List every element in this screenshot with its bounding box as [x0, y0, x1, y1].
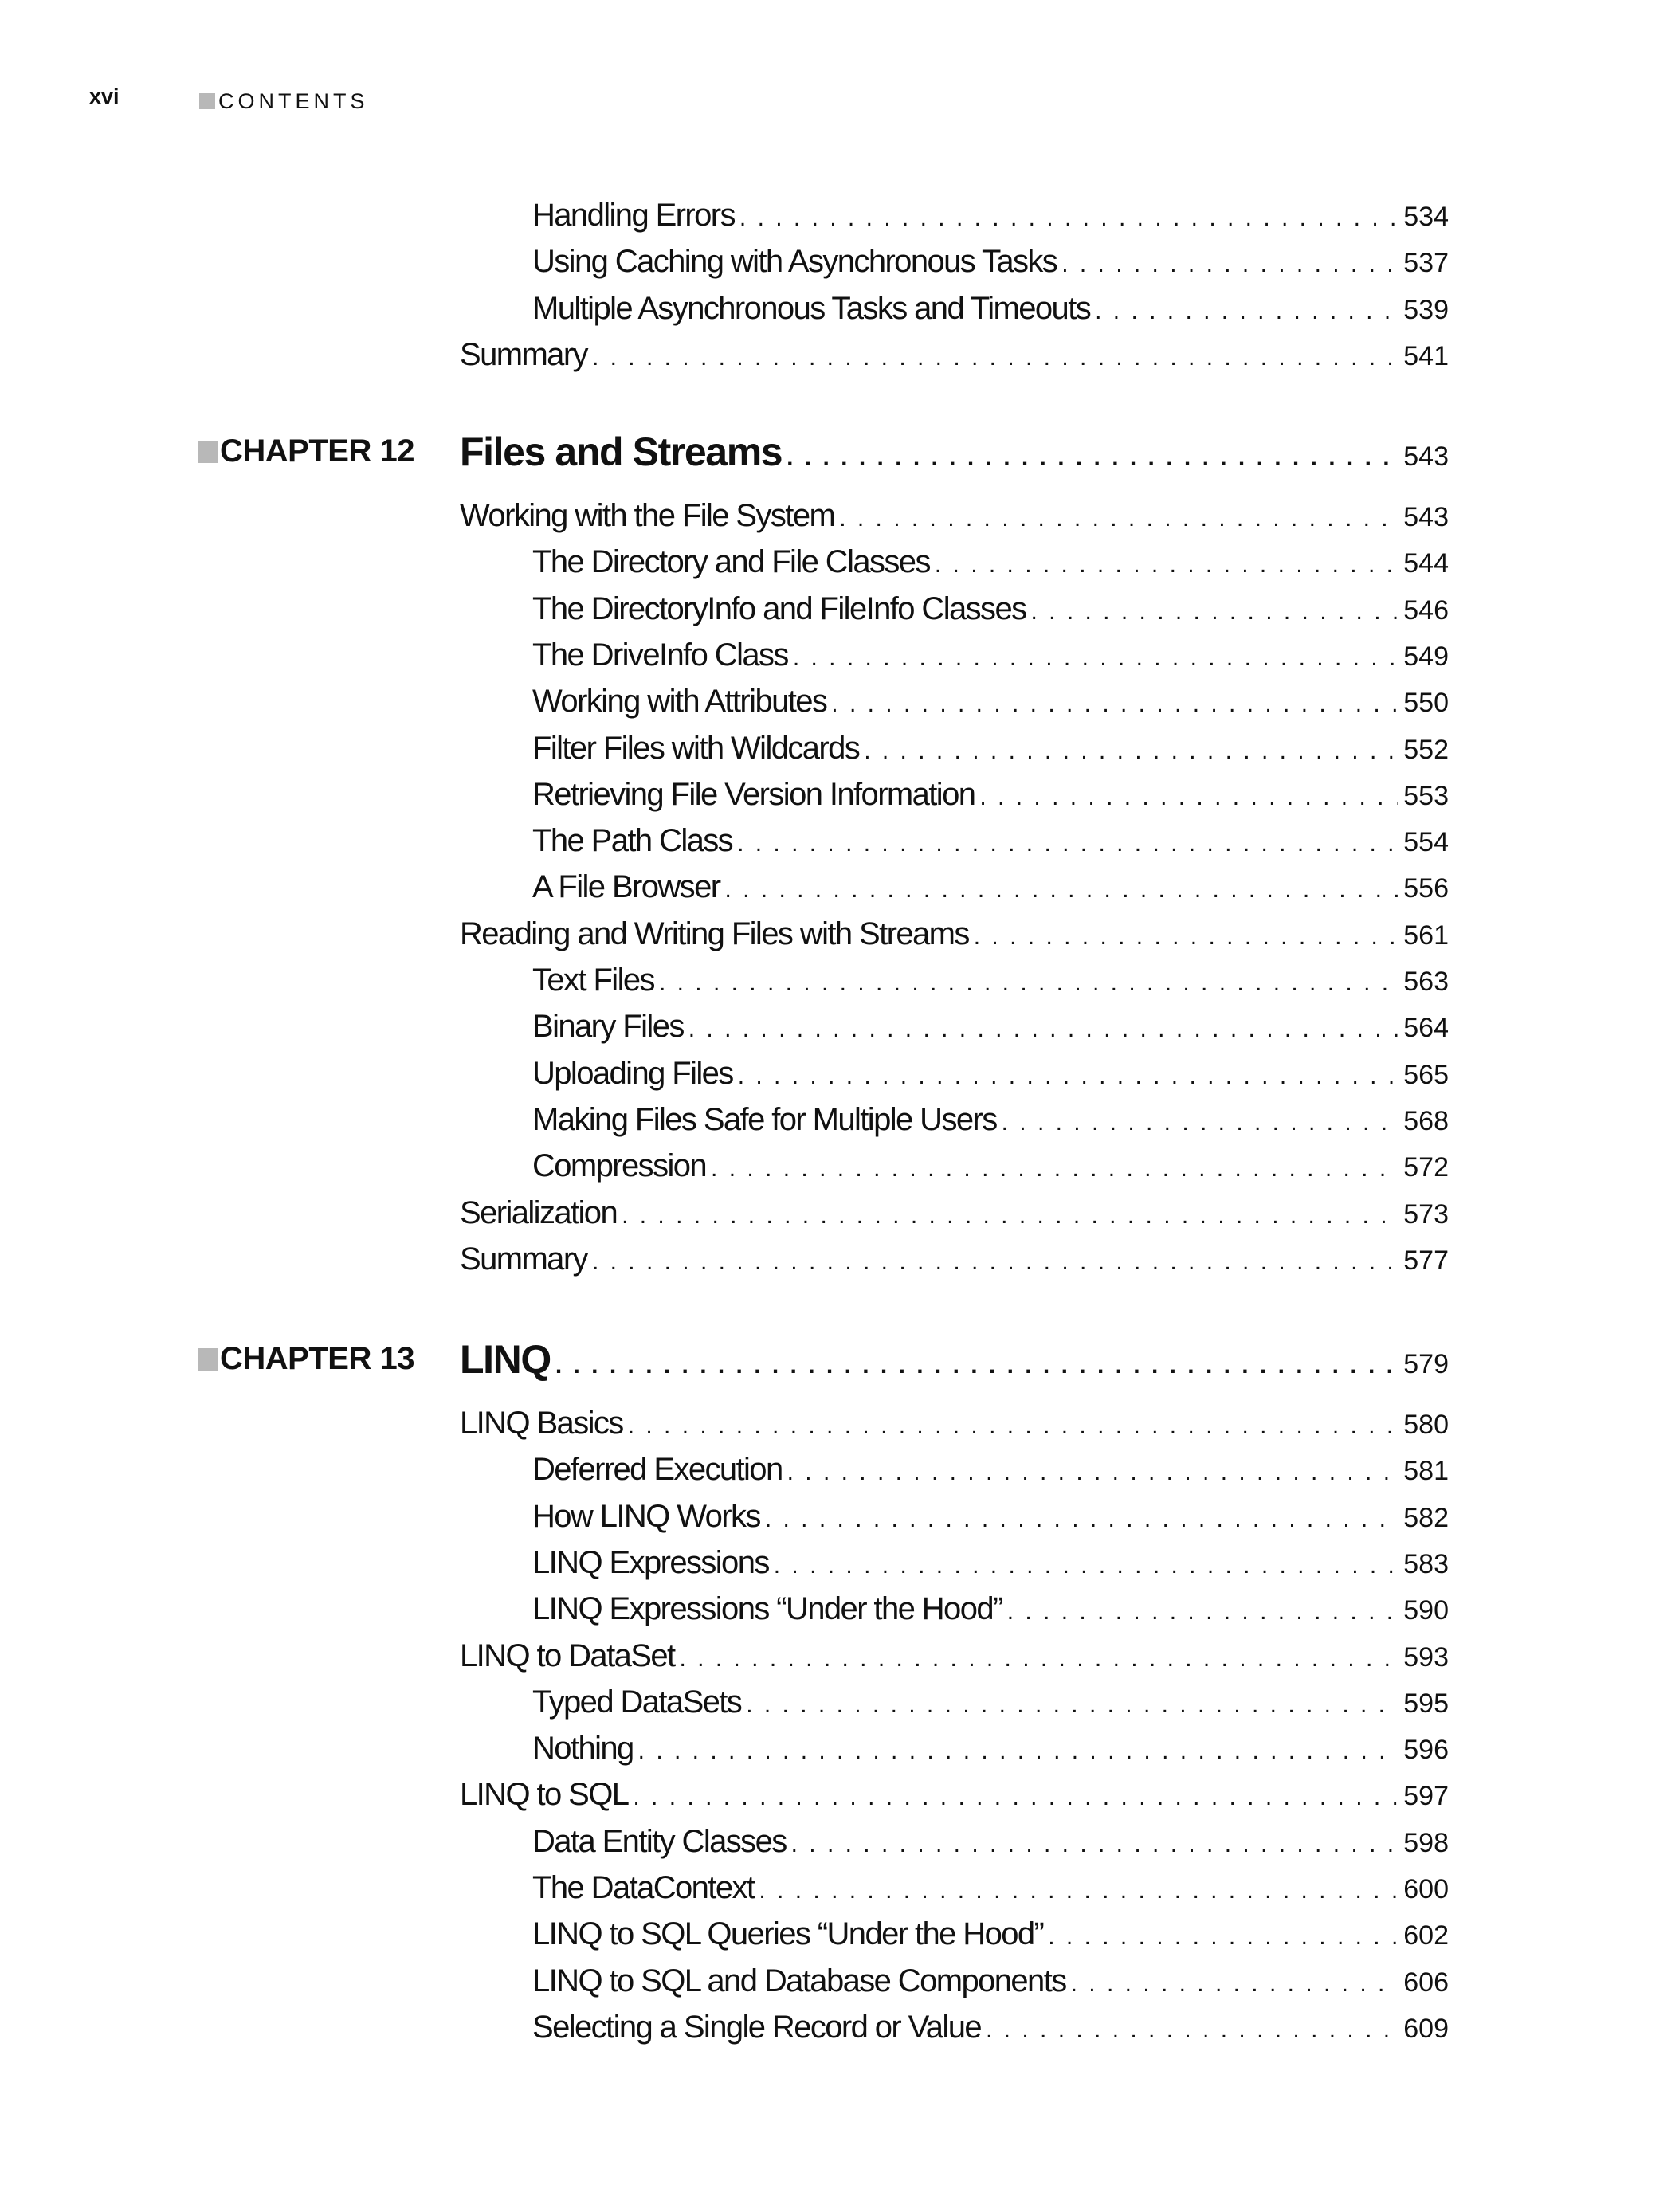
dot-leader	[986, 2017, 1398, 2044]
dot-leader	[679, 1645, 1398, 1673]
toc-entry-title: Compression	[532, 1148, 707, 1184]
toc-page-number: 595	[1403, 1688, 1449, 1719]
toc-page-number: 543	[1403, 441, 1449, 472]
toc-page-number: 534	[1403, 202, 1449, 232]
toc-entry	[532, 777, 1449, 813]
toc-entry-title: Uploading Files	[532, 1055, 733, 1091]
toc-page-number: 537	[1403, 248, 1449, 279]
toc-entry	[532, 1009, 1449, 1045]
toc-entry	[532, 1452, 1449, 1488]
toc-entry-title: LINQ to SQL	[460, 1777, 629, 1813]
dot-leader	[592, 344, 1398, 371]
toc-page-number: 565	[1403, 1059, 1449, 1090]
toc-entry	[532, 1591, 1449, 1627]
toc-entry-title: LINQ Basics	[460, 1406, 623, 1441]
toc-entry	[460, 916, 1449, 952]
chapter-title: Files and Streams	[460, 429, 783, 474]
toc-entry-title: Filter Files with Wildcards	[532, 730, 860, 766]
chapter-title: LINQ	[460, 1337, 551, 1382]
toc-entry-title: The Path Class	[532, 823, 733, 859]
toc-page-number: 581	[1403, 1456, 1449, 1487]
toc-page-number: 561	[1403, 920, 1449, 951]
dot-leader	[711, 1155, 1398, 1182]
toc-entry-title: A File Browser	[532, 869, 720, 905]
toc-entry	[532, 731, 1449, 767]
toc-page-number: 563	[1403, 967, 1449, 997]
toc-page-number: 602	[1403, 1920, 1449, 1951]
toc-entry-title: Binary Files	[532, 1009, 684, 1045]
dot-leader	[979, 784, 1398, 811]
running-head	[199, 89, 369, 114]
dot-leader	[864, 738, 1398, 765]
toc-page-number: 583	[1403, 1548, 1449, 1579]
dot-leader	[793, 645, 1398, 672]
toc-entry-title: Deferred Execution	[532, 1452, 783, 1488]
dot-leader	[1095, 298, 1398, 325]
dot-leader	[839, 505, 1398, 532]
toc-page-number: 593	[1403, 1641, 1449, 1673]
toc-entry-title: Working with the File System	[460, 498, 835, 533]
dot-leader	[633, 1784, 1398, 1811]
toc-entry-title: Summary	[460, 336, 587, 372]
chapter-label-text: CHAPTER 13	[220, 1341, 414, 1376]
toc-page-number: 554	[1403, 827, 1449, 858]
dot-leader	[739, 205, 1398, 232]
square-bullet-icon	[198, 441, 218, 463]
dot-leader	[791, 1831, 1399, 1858]
toc-entry-title: The DriveInfo Class	[532, 637, 788, 673]
toc-entry-title: The DataContext	[532, 1870, 755, 1905]
toc-entry-title: The DirectoryInfo and FileInfo Classes	[532, 590, 1026, 626]
toc-entry-title: How LINQ Works	[532, 1498, 760, 1534]
dot-leader	[765, 1506, 1398, 1533]
toc-entry-title: Multiple Asynchronous Tasks and Timeouts	[532, 290, 1091, 326]
toc-page-number: 606	[1403, 1967, 1449, 1998]
toc-entry	[532, 823, 1449, 859]
toc-page-number: 579	[1403, 1349, 1449, 1379]
dot-leader	[787, 445, 1398, 472]
toc-entry-title: Working with Attributes	[532, 684, 827, 720]
toc-entry	[532, 591, 1449, 627]
toc-page-number: 552	[1403, 734, 1449, 765]
chapter-label	[198, 1341, 414, 1377]
dot-leader	[935, 551, 1398, 578]
dot-leader	[974, 924, 1399, 951]
toc-entry	[532, 2010, 1449, 2045]
toc-page-number: 544	[1403, 548, 1449, 579]
toc-entry-title: Data Entity Classes	[532, 1823, 787, 1859]
toc-page-number: 549	[1403, 641, 1449, 672]
toc-entry	[460, 1638, 1449, 1674]
toc-entry-title: LINQ Expressions “Under the Hood”	[532, 1591, 1002, 1627]
toc-entry	[532, 1499, 1449, 1535]
toc-page-number: 550	[1403, 688, 1449, 719]
square-bullet-icon	[198, 1348, 218, 1371]
dot-leader	[1002, 1109, 1399, 1136]
toc-entry	[532, 1916, 1449, 1952]
dot-leader	[1061, 251, 1398, 278]
running-head-text: CONTENTS	[218, 89, 369, 113]
toc-page-number: 553	[1403, 780, 1449, 811]
dot-leader	[628, 1413, 1399, 1440]
toc-entry	[532, 244, 1449, 280]
toc-entry	[532, 1684, 1449, 1720]
dot-leader	[688, 1016, 1399, 1043]
toc-entry	[532, 684, 1449, 720]
toc-entry-title: Typed DataSets	[532, 1684, 742, 1720]
toc-page-number: 600	[1403, 1874, 1449, 1904]
toc-page-number: 572	[1403, 1152, 1449, 1183]
toc-page-number: 590	[1403, 1595, 1449, 1626]
toc-entry	[460, 1195, 1449, 1231]
toc-entry-title: Summary	[460, 1241, 587, 1277]
dot-leader	[638, 1738, 1399, 1765]
toc-entry	[532, 291, 1449, 327]
dot-leader	[1007, 1598, 1399, 1626]
dot-leader	[737, 830, 1398, 857]
dot-leader	[622, 1202, 1398, 1230]
toc-entry-title: Reading and Writing Files with Streams	[460, 916, 969, 951]
toc-entry	[532, 1148, 1449, 1184]
toc-page-number: 546	[1403, 594, 1449, 626]
toc-page-number: 577	[1403, 1245, 1449, 1276]
toc-entry-title: Retrieving File Version Information	[532, 776, 975, 812]
toc-entry	[532, 963, 1449, 998]
toc-page-number: 573	[1403, 1198, 1449, 1230]
toc-entry	[532, 869, 1449, 905]
toc-entry-title: Selecting a Single Record or Value	[532, 2009, 982, 2045]
toc-entry	[532, 1731, 1449, 1767]
toc-entry-title: LINQ to DataSet	[460, 1637, 675, 1673]
dot-leader	[774, 1552, 1399, 1579]
toc-entry	[532, 1963, 1449, 1999]
dot-leader	[738, 1063, 1399, 1090]
toc-entry	[532, 198, 1449, 233]
dot-leader	[831, 691, 1398, 718]
toc-page-number: 568	[1403, 1105, 1449, 1136]
toc-entry	[532, 637, 1449, 673]
dot-leader	[659, 970, 1398, 997]
toc-entry-title: LINQ Expressions	[532, 1544, 769, 1580]
toc-page-number: 582	[1403, 1502, 1449, 1533]
toc-page-number: 597	[1403, 1781, 1449, 1812]
dot-leader	[555, 1352, 1398, 1379]
toc-entry	[532, 544, 1449, 580]
toc-entry	[460, 498, 1449, 534]
dot-leader	[787, 1459, 1399, 1486]
toc-entry-title: Handling Errors	[532, 198, 735, 233]
toc-entry	[532, 1056, 1449, 1092]
dot-leader	[592, 1249, 1398, 1276]
dot-leader	[724, 877, 1398, 904]
square-bullet-icon	[199, 93, 215, 109]
toc-entry-title: Serialization	[460, 1194, 618, 1230]
chapter-label-text: CHAPTER 12	[220, 433, 414, 469]
toc-entry-title: Text Files	[532, 963, 654, 998]
toc-entry	[460, 1241, 1449, 1277]
toc-entry	[460, 1406, 1449, 1441]
page-number: xvi	[89, 84, 120, 108]
toc-entry	[460, 337, 1449, 373]
chapter-title-line	[460, 429, 1449, 475]
toc-entry	[532, 1102, 1449, 1138]
chapter-label	[198, 433, 414, 469]
dot-leader	[1031, 598, 1399, 626]
toc-entry	[532, 1824, 1449, 1860]
toc-page-number: 556	[1403, 873, 1449, 904]
toc-entry-title: LINQ to SQL Queries “Under the Hood”	[532, 1916, 1044, 1952]
toc-entry	[460, 1777, 1449, 1813]
toc-entry	[532, 1545, 1449, 1581]
toc-entry	[532, 1870, 1449, 1906]
dot-leader	[1048, 1924, 1398, 1951]
toc-page-number: 564	[1403, 1013, 1449, 1044]
dot-leader	[1071, 1971, 1399, 1998]
toc-entry-title: Using Caching with Asynchronous Tasks	[532, 244, 1057, 280]
toc-entry-title: Making Files Safe for Multiple Users	[532, 1101, 997, 1137]
toc-entry-title: Nothing	[532, 1731, 634, 1767]
toc-page-number: 539	[1403, 294, 1449, 325]
toc-page-number: 596	[1403, 1735, 1449, 1766]
toc-page-number: 543	[1403, 502, 1449, 532]
toc-page-number: 541	[1403, 340, 1449, 371]
dot-leader	[759, 1877, 1398, 1904]
toc-page-number: 580	[1403, 1410, 1449, 1440]
chapter-title-line	[460, 1336, 1449, 1382]
toc-entry-title: LINQ to SQL and Database Components	[532, 1963, 1066, 1998]
toc-entry-title: The Directory and File Classes	[532, 544, 930, 580]
toc-page-number: 598	[1403, 1827, 1449, 1858]
toc-page-number: 609	[1403, 2013, 1449, 2044]
dot-leader	[746, 1692, 1398, 1719]
